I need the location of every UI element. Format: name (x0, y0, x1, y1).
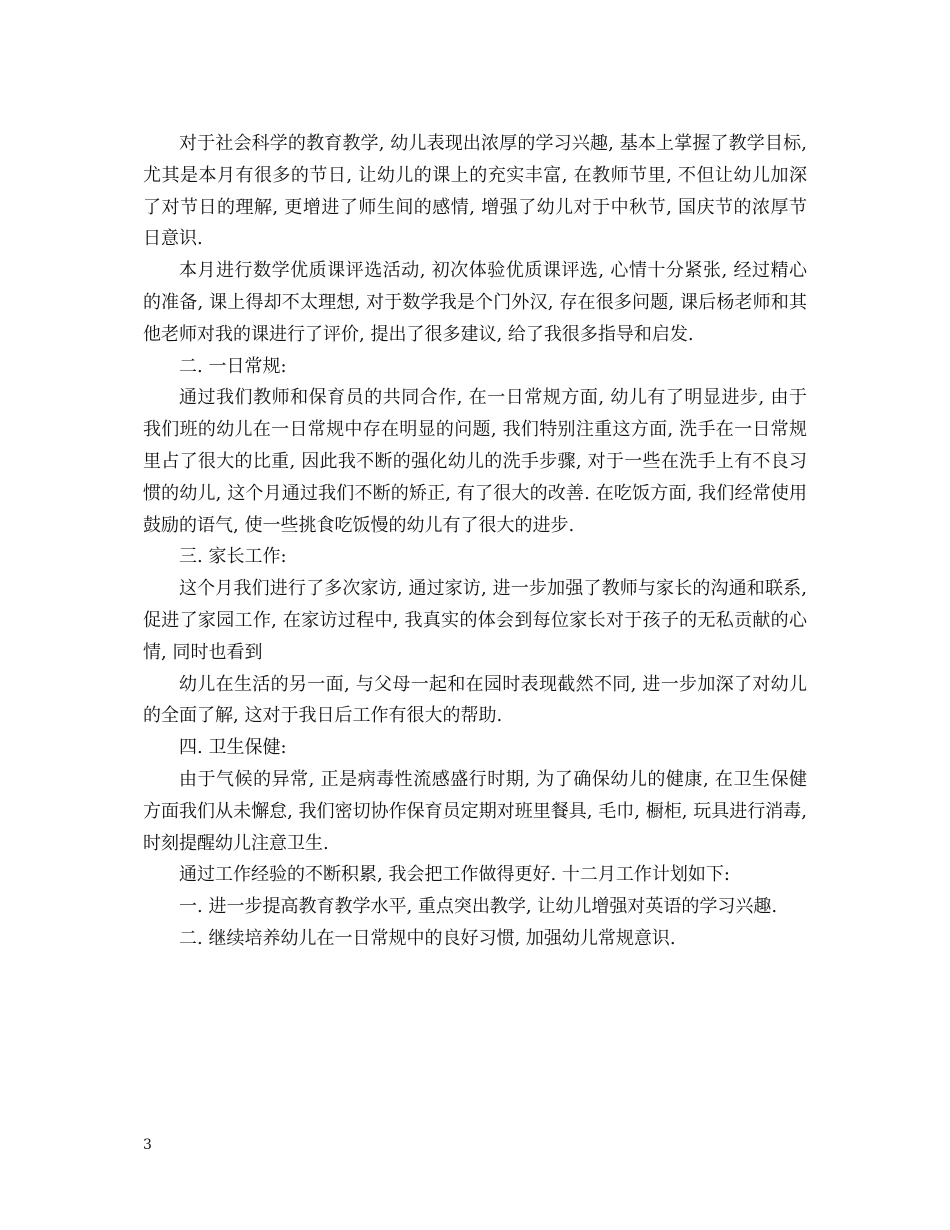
paragraph-daily-routine: 通过我们教师和保育员的共同合作, 在一日常规方面, 幼儿有了明显进步, 由于我们班的幼儿在一日常规中存在明显的问题, 我们特别注重这方面, 洗手在一日常规里占了很大的比重, 因此我不断的强化幼儿的洗手步骤, 对于一些在洗手上有不良习惯的幼儿, 这个月通过我们不断的矫正, 有了很大的改善. 在吃饭方面, 我们经常使用鼓励的语气, 使一些挑食吃饭慢的幼儿有了很大的进步. (143, 387, 807, 536)
page-number: 3 (143, 1137, 152, 1153)
paragraph-home-visits-continued: 幼儿在生活的另一面, 与父母一起和在园时表现截然不同, 进一步加深了对幼儿的全面了解, 这对于我日后工作有很大的帮助. (143, 673, 807, 727)
heading-daily-routine: 二. 一日常规: (179, 355, 287, 377)
plan-item-one: 一. 进一步提高教育教学水平, 重点突出教学, 让幼儿增强对英语的学习兴趣. (179, 896, 778, 918)
plan-item-two: 二. 继续培养幼儿在一日常规中的良好习惯, 加强幼儿常规意识. (179, 927, 676, 949)
paragraph-home-visits: 这个月我们进行了多次家访, 通过家访, 进一步加强了教师与家长的沟通和联系, 促进了家园工作, 在家访过程中, 我真实的体会到每位家长对于孩子的无私贡献的心情, 同时也看到 (143, 578, 807, 663)
paragraph-math-lesson: 本月进行数学优质课评选活动, 初次体验优质课评选, 心情十分紧张, 经过精心的准备, 课上得却不太理想, 对于数学我是个门外汉, 存在很多问题, 课后杨老师和其他老师对我的课进行了评价, 提出了很多建议, 给了我很多指导和启发. (143, 260, 807, 345)
paragraph-december-plan-intro: 通过工作经验的不断积累, 我会把工作做得更好. 十二月工作计划如下: (179, 864, 730, 886)
paragraph-health-care: 由于气候的异常, 正是病毒性流感盛行时期, 为了确保幼儿的健康, 在卫生保健方面我们从未懈怠, 我们密切协作保育员定期对班里餐具, 毛巾, 橱柜, 玩具进行消毒, 时刻提醒幼儿注意卫生. (143, 768, 807, 854)
paragraph-social-science: 对于社会科学的教育教学, 幼儿表现出浓厚的学习兴趣, 基本上掌握了教学目标, 尤其是本月有很多的节日, 让幼儿的课上的充实丰富, 在教师节里, 不但让幼儿加深了对节日的理解, 更增进了师生间的感情, 增强了幼儿对于中秋节, 国庆节的浓厚节日意识. (143, 133, 807, 250)
document-body (143, 128, 807, 955)
heading-parent-work: 三. 家长工作: (179, 546, 287, 568)
heading-health-care: 四. 卫生保健: (179, 737, 287, 759)
